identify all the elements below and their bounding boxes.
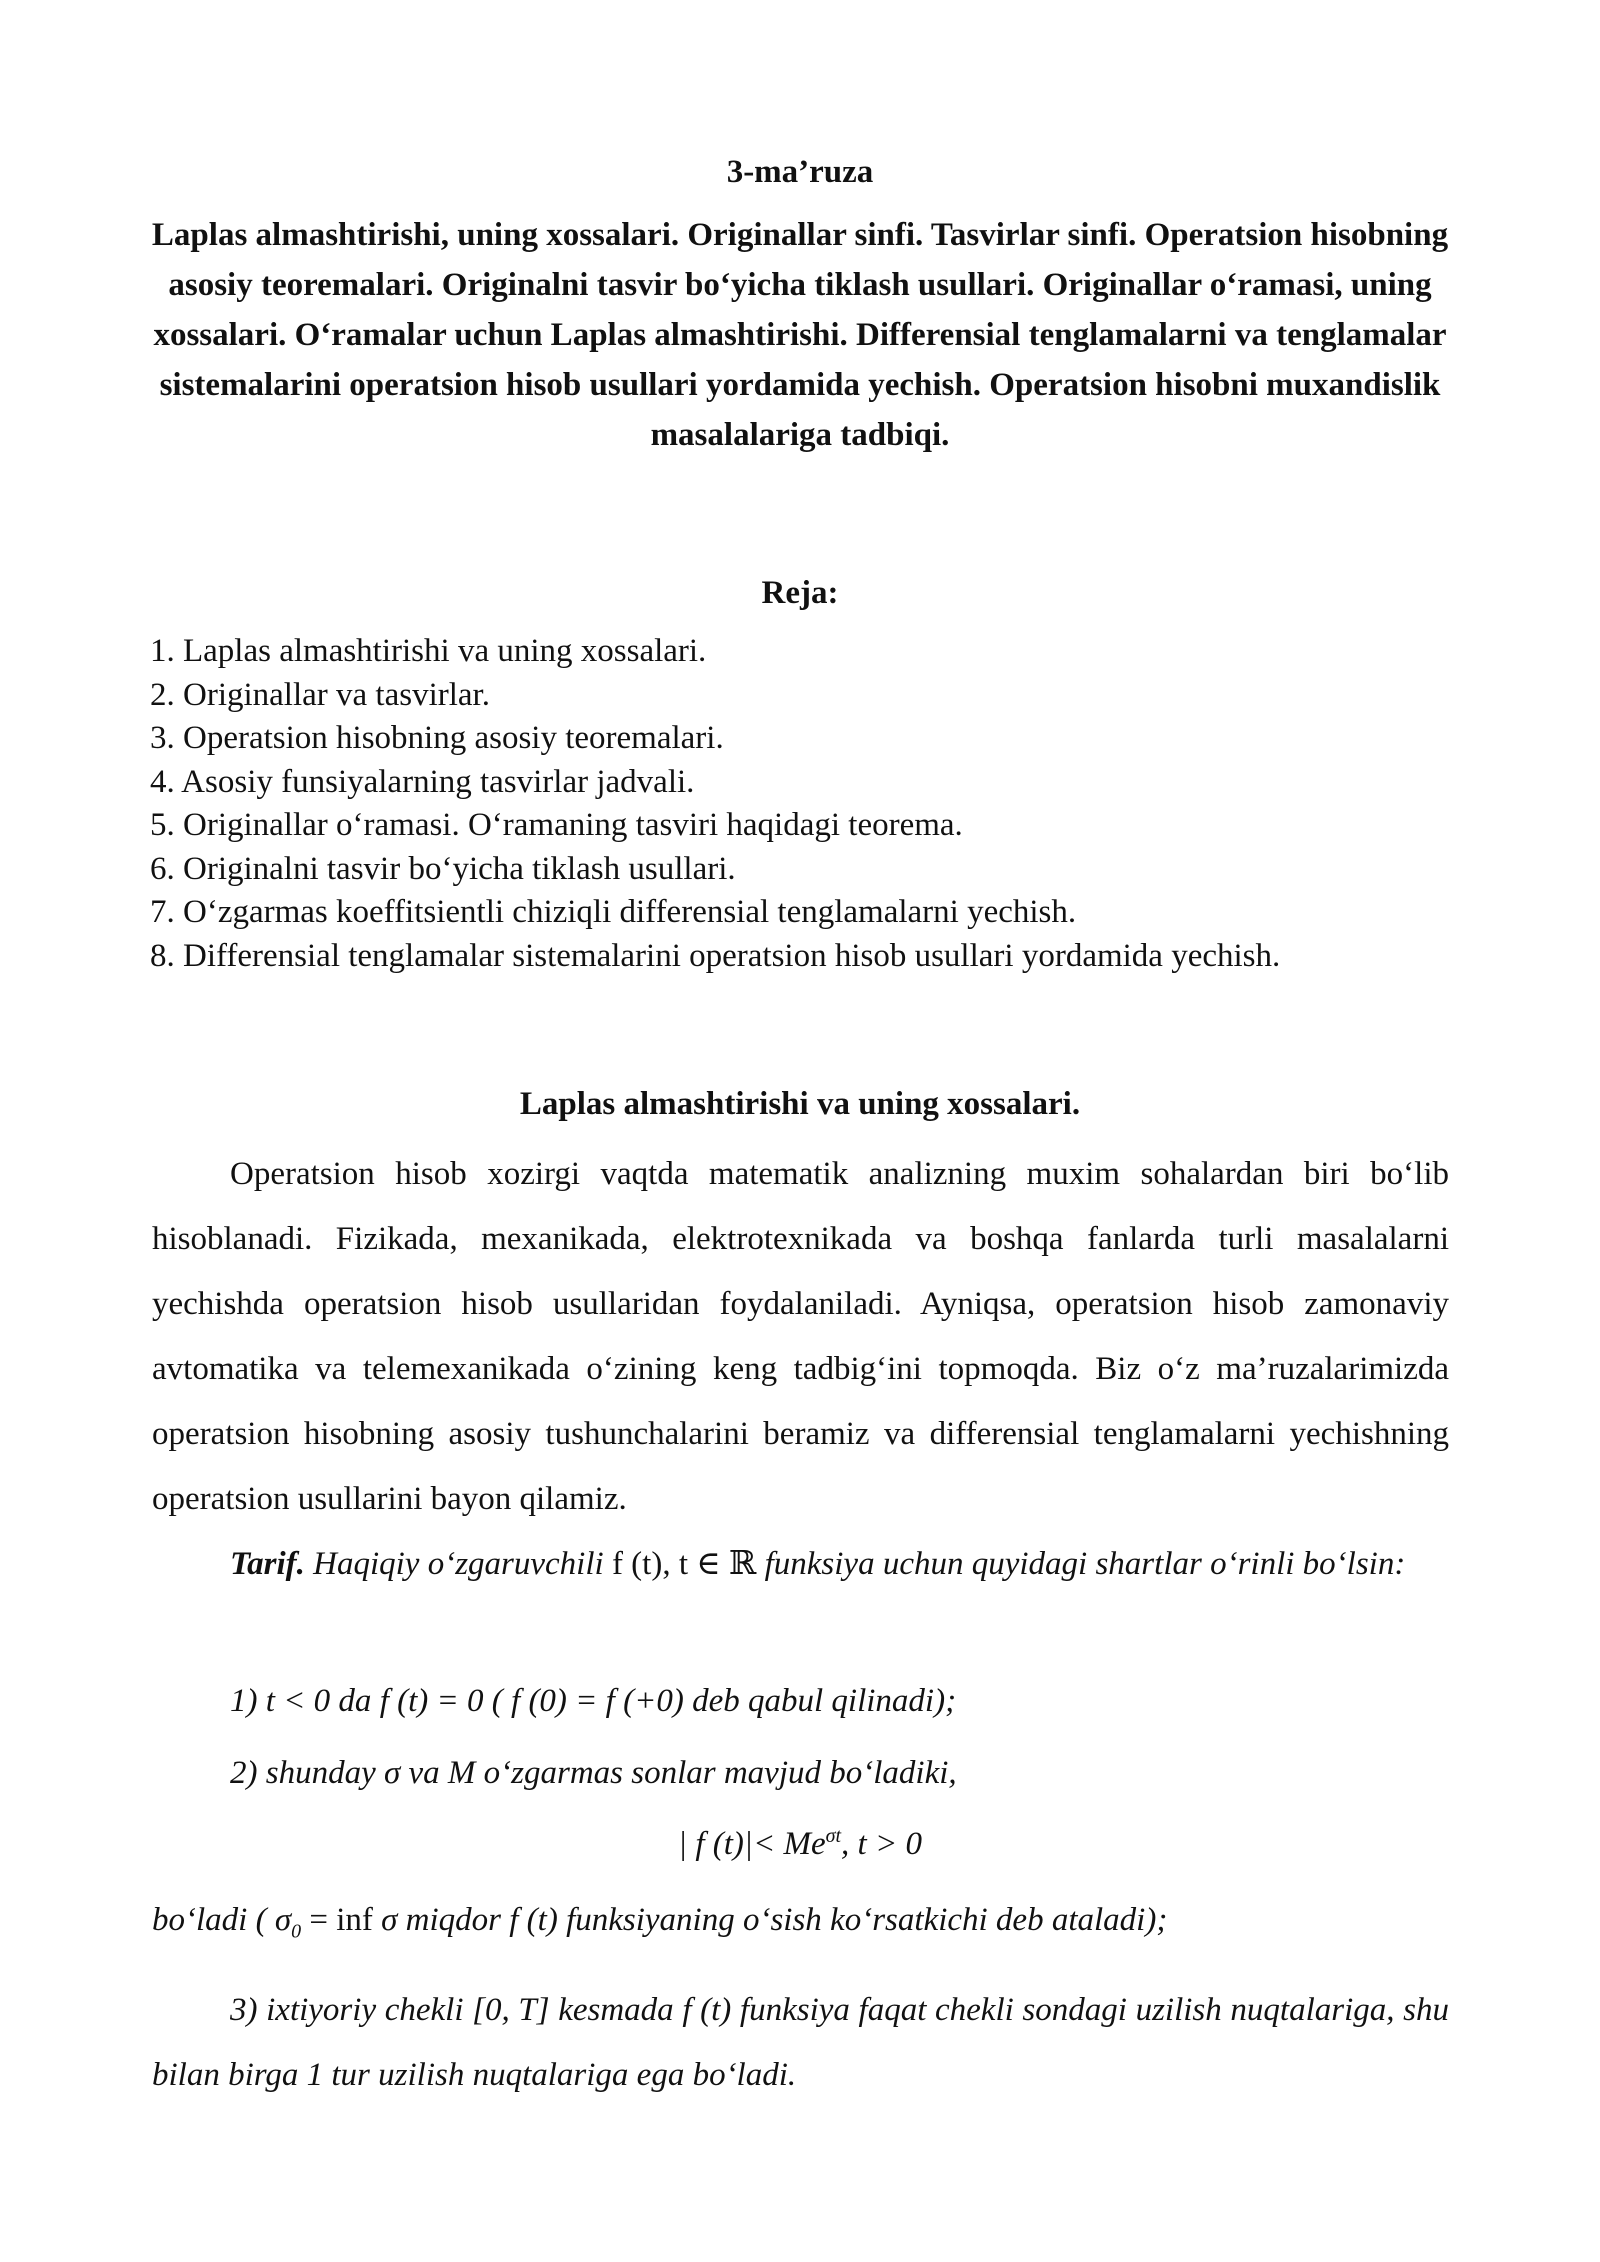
condition-1: 1) t < 0 da f (t) = 0 ( f (0) = f (+0) deb qabul qilinadi); xyxy=(230,1683,957,1719)
plan-item: 5. Originallar o‘ramasi. O‘ramaning tasviri haqidagi teorema. xyxy=(150,807,963,843)
definition-text: Haqiqiy o‘zgaruvchili xyxy=(313,1546,604,1582)
function-notation: f (t), t ∈ ℝ xyxy=(611,1546,757,1582)
plan-item: 6. Originalni tasvir bo‘yicha tiklash usullari. xyxy=(150,850,736,887)
condition-2: 2) shunday σ va M o‘zgarmas sonlar mavjud bo‘ladiki, xyxy=(230,1755,957,1791)
plan-heading: Reja: xyxy=(761,575,839,611)
section-heading: Laplas almashtirishi va uning xossalari. xyxy=(519,1086,1081,1122)
growth-formula: | f $(t)|< Me^{\sigma t}$, t > 0 xyxy=(678,1825,922,1862)
definition-paragraph xyxy=(152,1532,1449,1597)
plan-item: 1. Laplas almashtirishi va uning xossalari. xyxy=(150,633,707,669)
intro-paragraph: Operatsion hisob xozirgi vaqtda matematik analizning muxim sohalardan biri bo‘lib hisoblanadi. Fizikada, mexanikada, elektrotexnikada va boshqa fanlarda turli masalalarni yechishda operatsion hisob usullaridan foydalaniladi. Ayniqsa, operatsion hisob zamonaviy avtomatika va telemexanikada o‘zining keng tadbig‘ini topmoqda. Biz o‘z ma’ruzalarimizda operatsion hisobning asosiy tushunchalarini beramiz va differensial tenglamalarni yechishning operatsion usullarini bayon qilamiz. xyxy=(152,1156,1449,1517)
definition-text: funksiya uchun quyidagi shartlar o‘rinli bo‘lsin: xyxy=(764,1546,1406,1582)
condition-3: 3) ixtiyoriy chekli [0, T] kesmada f (t) funksiya faqat chekli sondagi uzilish nuqtalariga, shu bilan birga 1 tur uzilish nuqtalariga ega bo‘ladi. xyxy=(152,1992,1449,2093)
plan-list xyxy=(150,630,1470,978)
plan-item: 3. Operatsion hisobning asosiy teoremalari. xyxy=(150,720,724,756)
lecture-number: 3-ma’ruza xyxy=(726,154,874,190)
plan-item: 7. O‘zgarmas koeffitsientli chiziqli differensial tenglamalarni yechish. xyxy=(150,894,1077,930)
plan-item: 8. Differensial tenglamalar sistemalarini operatsion hisob usullari yordamida yechish. xyxy=(150,937,1281,974)
definition-label: Tarif. xyxy=(230,1546,305,1582)
plan-item: 2. Originallar va tasvirlar. xyxy=(150,676,490,713)
plan-item: 4. Asosiy funsiyalarning tasvirlar jadvali. xyxy=(150,763,695,800)
lecture-title: Laplas almashtirishi, uning xossalari. Originallar sinfi. Tasvirlar sinfi. Operatsion hisobning asosiy teoremalari. Originalni tasvir bo‘yicha tiklash usullari. Originallar o‘ramasi, uning xossalari. O‘ramalar uchun Laplas almashtirishi. Differensial tenglamalarni va tenglamalar sistemalarini operatsion hisob usullari yordamida yechish. Operatsion hisobni muxandislik masalalariga tadbiqi. xyxy=(151,217,1449,453)
growth-index-line: bo‘ladi ( $\sigma_0$ = inf σ miqdor f (t) funksiyaning o‘sish ko‘rsatkichi deb ataladi); xyxy=(152,1902,1168,1943)
